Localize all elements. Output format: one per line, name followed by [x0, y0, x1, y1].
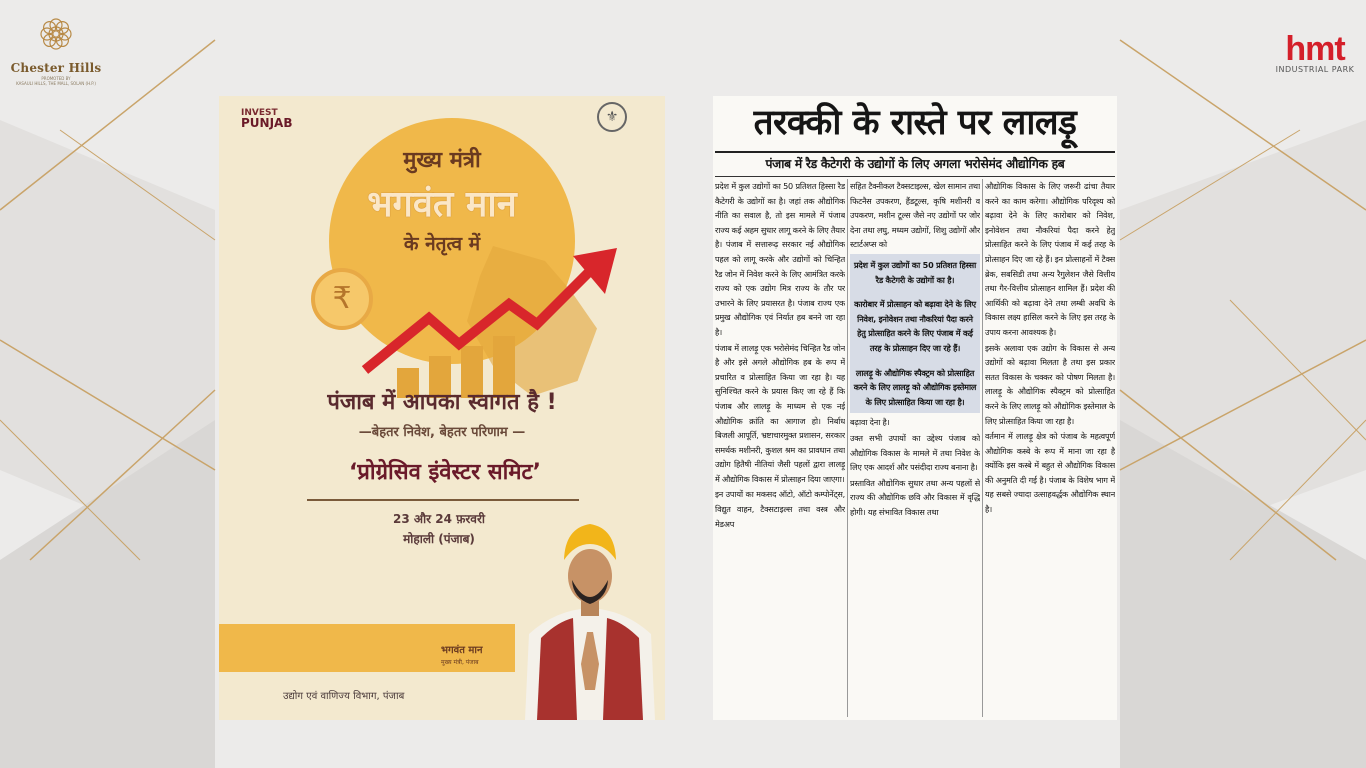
- poster-title-line1: मुख्य मंत्री: [403, 148, 481, 173]
- government-seal-icon: ⚜: [597, 102, 627, 132]
- summit-place: मोहाली (पंजाब): [403, 532, 475, 546]
- pull-quote: कारोबार में प्रोत्साहन को बढ़ावा देने के लिए निवेश, इनोवेशन तथा नौकरियां पैदा करने हेतु प्रोत्साहित करने के लिए पंजाब में कई तरह के प्रोत्साहन दिए जा रहे हैं।: [854, 299, 976, 353]
- pull-quote-box: [850, 254, 980, 413]
- pull-quote: प्रदेश में कुल उद्योगों का 50 प्रतिशत हिस्सा रैड कैटेगरी के उद्योगों का है।: [854, 259, 976, 285]
- column-rule: [847, 179, 848, 717]
- department-name: उद्योग एवं वाणिज्य विभाग, पंजाब: [283, 691, 405, 702]
- newspaper-article: [713, 96, 1117, 720]
- mandala-icon: [36, 14, 76, 54]
- article-headline: तरक्की के रास्ते पर लालड़ू: [753, 103, 1077, 143]
- hmt-subtitle: INDUSTRIAL PARK: [1275, 65, 1355, 74]
- column-rule: [982, 179, 983, 717]
- article-column-2: [850, 179, 980, 717]
- brand-address: KASAULI HILLS, THE MALL, SOLAN (H.P.): [16, 81, 96, 86]
- punjab-label: PUNJAB: [241, 116, 293, 130]
- article-column-3: [985, 179, 1115, 717]
- paragraph: प्रस्तावित औद्योगिक सुधार तथा अन्य पहलों से राज्य की औद्योगिक छवि और विकास में वृद्धि होगी। यह संभावित विकास तथा: [850, 477, 980, 517]
- summit-date: 23 और 24 फ़रवरी: [393, 512, 485, 526]
- welcome-text: पंजाब में आपका स्वागत है !: [327, 390, 557, 415]
- brand-subtitle: PROMOTED BY: [41, 76, 71, 81]
- subheadline-rule: [715, 176, 1115, 177]
- paragraph: बढ़ावा देना है।: [850, 417, 890, 428]
- article-subheadline: पंजाब में रैड कैटेगरी के उद्योगों के लिए अगला भरोसेमंद औद्योगिक हब: [765, 157, 1065, 171]
- chief-minister-portrait: [515, 514, 665, 720]
- paragraph: इन उपायों का मकसद ऑटो, ऑटो कम्पोनेंट्स, विद्युत वाहन, टैक्सटाइल्स तथा वस्त्र और मेडअप: [715, 489, 845, 529]
- paragraph: प्रदेश में कुल उद्योगों का 50 प्रतिशत हिस्सा रैड कैटेगरी के उद्योगों का है। जहां तक औद्योगिक नीति का सवाल है, तो इस मामले में पंजाब राज्य कई अहम सुधार लागू करने के लिए तैयार है। पंजाब में सत्तारूढ़ सरकार नई औद्योगिक पहल को लागू करके और उद्योगों को चिन्हित रैड जोन में निवेश करने के लिए आमंत्रित करके राज्य को एक उद्योग मित्र राज्य के तौर पर उभारने के लिए प्रयासरत है। पंजाब राज्य एक प्रमुख औद्योगिक एवं निर्यात हब बनने जा रहा है।: [715, 181, 845, 337]
- paragraph: औद्योगिक विकास के लिए जरूरी ढांचा तैयार करने का काम करेगा। औद्योगिक परिदृश्य को बढ़ावा देने के लिए कारोबार को निवेश, इनोवेशन तथा नौकरियां पैदा करने हेतु प्रोत्साहित करने के लिए पंजाब में कई तरह के प्रोत्साहन दिए जा रहे हैं। इन प्रोत्साहनों में टैक्स ब्रेक, सबसिडी तथा अन्य रैगुलेशन जैसे वित्तीय तथा गैर-वित्तीय प्रोत्साहन शामिल हैं। प्रदेश की आर्थिकी को बढ़ावा देने तथा लम्बी अवधि के विकास लक्ष्य हासिल करने के लिए इस तरह के उपाय करना आवश्यक है।: [985, 181, 1115, 337]
- tagline-text: —बेहतर निवेश, बेहतर परिणाम —: [358, 425, 526, 440]
- growth-arrow-icon: [359, 246, 619, 376]
- brand-name: Chester Hills: [10, 61, 102, 75]
- signature-title: मुख्य मंत्री, पंजाब: [441, 659, 479, 666]
- signature-name: भगवंत मान: [441, 645, 483, 656]
- divider: [307, 499, 579, 501]
- article-column-1: [715, 179, 845, 717]
- paragraph: उक्त सभी उपायों का उद्देश्य पंजाब को औद्योगिक विकास के मामले में तथा निवेश के लिए एक आदर्श और पसंदीदा राज्य बनाना है।: [850, 432, 980, 473]
- invest-label: INVEST: [241, 108, 278, 118]
- pull-quote: लालड़ू के औद्योगिक स्पैक्ट्रम को प्रोत्साहित करने के लिए लालड़ू को औद्योगिक इस्तेमाल के लिए प्रोत्साहित किया जा रहा है।: [853, 367, 977, 407]
- invest-punjab-logo: [241, 108, 292, 128]
- headline-rule: [715, 151, 1115, 153]
- paragraph: सहित टैक्नीकल टैक्सटाइल्स, खेल सामान तथा फिटनैस उपकरण, हैंडटूल्स, कृषि मशीनरी व उपकरण, मशीन टूल्स जैसे नए उद्योगों पर जोर देना तथा लघु, मध्यम उद्योगों, शिशु उद्योगों और स्टार्टअप्स को: [850, 181, 980, 250]
- paragraph: वर्तमान में लालड़ू क्षेत्र को पंजाब के महत्वपूर्ण औद्योगिक कस्बे के रूप में माना जा रहा है क्योंकि इस कस्बे में बहुत से औद्योगिक विकास की अनुमति दी गई है। पंजाब के विशेष भाग में यह सबसे ज्यादा उत्साहवर्द्धक औद्योगिक स्थान है।: [985, 431, 1115, 515]
- summit-title: ‘प्रोग्रेसिव इंवेस्टर समिट’: [349, 460, 541, 485]
- poster-title-name: भगवंत मान: [367, 184, 517, 225]
- hmt-logo: [1270, 30, 1360, 74]
- paragraph: इसके अलावा एक उद्योग के विकास से अन्य उद्योगों को बढ़ावा मिलता है तथा इस प्रकार सतत विकास के चक्कर को पोषण मिलता है। लालड़ू के औद्योगिक स्पैक्ट्रम को प्रोत्साहित करने के लिए लालड़ू को औद्योगिक इस्तेमाल के लिए प्रोत्साहित किया जा रहा है।: [985, 342, 1115, 426]
- chester-hills-logo: [8, 14, 104, 94]
- poster-title-line3: के नेतृत्व में: [403, 233, 481, 255]
- hmt-brand: hmt: [1285, 30, 1345, 68]
- invest-punjab-poster: [219, 96, 665, 720]
- rupee-symbol: ₹: [332, 281, 352, 316]
- paragraph: पंजाब में लालड़ू एक भरोसेमंद चिन्हित रैड जोन है और इसे अगले औद्योगिक हब के रूप में प्रचारित व प्रोत्साहित किया जा रहा है। यह सुनिश्चित करने के प्रयास किए जा रहे हैं कि पंजाब और लालड़ू के माध्यम से एक नई औद्योगिक क्रांति का आगाज हो। निर्बाध बिजली आपूर्ति, भ्रष्टाचारमुक्त प्रशासन, सरकार समर्थक मशीनरी, कुशल श्रम का प्रावधान तथा उद्योग हितैषी नीतियां जैसी पहलों द्वारा लालड़ू में औद्योगिक विकास में प्रोत्साहन दिया जाएगा।: [715, 342, 845, 484]
